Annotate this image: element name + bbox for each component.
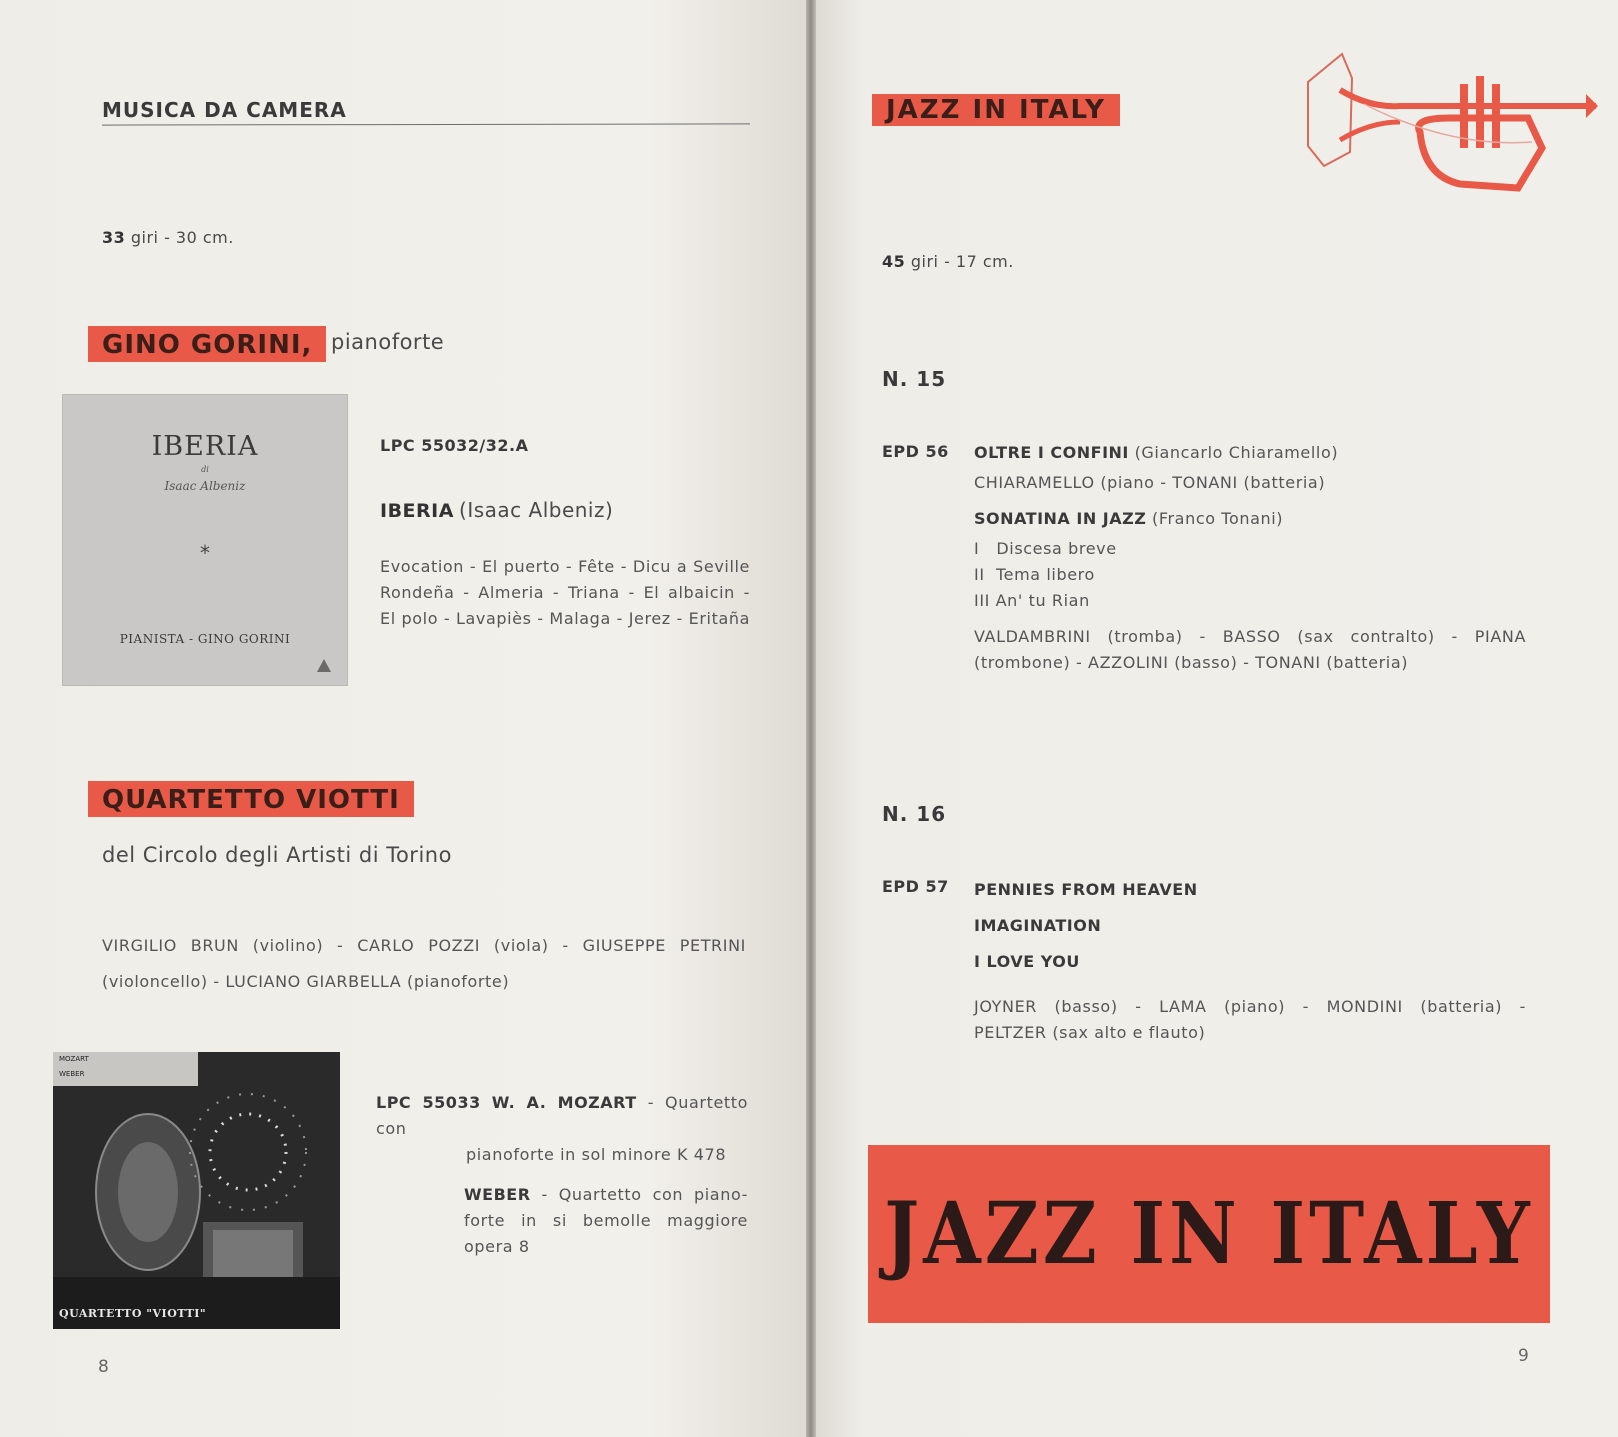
quartet-subtitle: del Circolo degli Artisti di Torino bbox=[102, 843, 452, 867]
track-composer: (Giancarlo Chiaramello) bbox=[1134, 443, 1339, 462]
cover-di: di bbox=[201, 465, 209, 474]
quartet-members bbox=[102, 928, 746, 1000]
trumpet-icon bbox=[1300, 48, 1600, 198]
epd56-entry bbox=[974, 440, 1526, 676]
page-number-left: 8 bbox=[98, 1357, 109, 1377]
catalog-number-iberia: LPC 55032/32.A bbox=[380, 436, 529, 455]
members-line: VIRGILIO BRUN (violino) - CARLO POZZI (viola) - GIUSEPPE PETRINI bbox=[102, 936, 746, 955]
format-line-45 bbox=[882, 252, 1014, 271]
cover-composer: Isaac Albeniz bbox=[164, 479, 246, 493]
album-cover-iberia bbox=[62, 394, 348, 686]
epd57-entry bbox=[974, 872, 1526, 1046]
banner-text: JAZZ IN ITALY bbox=[884, 1184, 1534, 1284]
format-size: giri - 17 cm. bbox=[910, 252, 1014, 271]
track-line: Evocation - El puerto - Fête - Dicu a Seville bbox=[380, 557, 750, 576]
album-cover-quartetto-viotti bbox=[53, 1052, 340, 1329]
release-heading-n16: N. 16 bbox=[882, 802, 947, 826]
track-line: El polo - Lavapiès - Malaga - Jerez - Eritaña bbox=[380, 609, 750, 628]
cover-tag-weber: WEBER bbox=[59, 1070, 85, 1078]
track-title: IMAGINATION bbox=[974, 916, 1102, 935]
composer-weber: WEBER bbox=[464, 1185, 531, 1204]
artist-label-quartetto-viotti: QUARTETTO VIOTTI bbox=[88, 781, 414, 817]
artist-label-gino-gorini: GINO GORINI, bbox=[88, 326, 326, 362]
format-rpm: 45 bbox=[882, 252, 906, 271]
work-title: IBERIA bbox=[380, 500, 454, 522]
mozart-line-1 bbox=[376, 1090, 748, 1142]
weber-line-3: opera 8 bbox=[464, 1237, 530, 1256]
cover-star-icon: * bbox=[200, 541, 210, 565]
cover-pianist: PIANISTA - GINO GORINI bbox=[119, 632, 291, 646]
work-composer: (Isaac Albeniz) bbox=[459, 498, 614, 522]
label-logo-icon bbox=[315, 657, 333, 673]
epd56-credits-2: (trombone) - AZZOLINI (basso) - TONANI (batteria) bbox=[974, 653, 1409, 672]
artist-instrument: pianoforte bbox=[331, 330, 445, 354]
movement-item: II Tema libero bbox=[974, 565, 1095, 584]
format-rpm: 33 bbox=[102, 228, 126, 247]
members-line: (violoncello) - LUCIANO GIARBELLA (pianoforte) bbox=[102, 972, 510, 991]
cover-artwork-theatre bbox=[53, 1052, 340, 1329]
jazz-in-italy-banner bbox=[868, 1145, 1550, 1323]
composer-mozart: W. A. MOZART bbox=[491, 1093, 637, 1112]
track-title: I LOVE YOU bbox=[974, 952, 1080, 971]
cover-caption: QUARTETTO "VIOTTI" bbox=[59, 1307, 207, 1320]
weber-work: - Quartetto con piano- bbox=[541, 1185, 749, 1204]
release-heading-n15: N. 15 bbox=[882, 367, 947, 391]
epd56-title-2 bbox=[974, 506, 1526, 532]
track-composer: (Franco Tonani) bbox=[1152, 509, 1284, 528]
weber-line-2: forte in si bemolle maggiore bbox=[464, 1211, 748, 1230]
format-size: giri - 30 cm. bbox=[130, 228, 234, 247]
cover-tag-mozart: MOZART bbox=[59, 1055, 89, 1063]
epd57-credits: JOYNER (basso) - LAMA (piano) - MONDINI (batteria) - bbox=[974, 997, 1526, 1016]
mozart-work: - Quartetto con bbox=[376, 1093, 749, 1138]
section-title-jazz-in-italy: JAZZ IN ITALY bbox=[872, 94, 1120, 126]
weber-line-1 bbox=[376, 1182, 748, 1208]
epd56-title-1 bbox=[974, 440, 1526, 466]
mozart-line-2: pianoforte in sol minore K 478 bbox=[466, 1145, 727, 1164]
iberia-track-list bbox=[380, 554, 750, 632]
track-line: Rondeña - Almeria - Triana - El albaicin - bbox=[380, 583, 750, 602]
section-title-musica-da-camera: MUSICA DA CAMERA bbox=[102, 98, 347, 122]
page-number-right: 9 bbox=[1518, 1346, 1529, 1366]
work-heading-iberia bbox=[380, 498, 613, 522]
format-line-33 bbox=[102, 228, 234, 247]
epd56-credits-2: VALDAMBRINI (tromba) - BASSO (sax contralto) - PIANA bbox=[974, 627, 1526, 646]
cover-title: IBERIA bbox=[151, 431, 259, 462]
track-title: OLTRE I CONFINI bbox=[974, 443, 1129, 462]
catalog-number-viotti: LPC 55033 bbox=[376, 1093, 481, 1112]
movement-item: I Discesa breve bbox=[974, 539, 1117, 558]
movement-item: III An' tu Rian bbox=[974, 591, 1090, 610]
track-title: PENNIES FROM HEAVEN bbox=[974, 880, 1198, 899]
track-title: SONATINA IN JAZZ bbox=[974, 509, 1147, 528]
epd57-credits: PELTZER (sax alto e flauto) bbox=[974, 1023, 1206, 1042]
catalog-number-epd56: EPD 56 bbox=[882, 442, 949, 461]
epd56-credits-1: CHIARAMELLO (piano - TONANI (batteria) bbox=[974, 473, 1326, 492]
catalog-number-epd57: EPD 57 bbox=[882, 877, 949, 896]
viotti-release-entry bbox=[376, 1090, 748, 1260]
book-gutter bbox=[806, 0, 816, 1437]
